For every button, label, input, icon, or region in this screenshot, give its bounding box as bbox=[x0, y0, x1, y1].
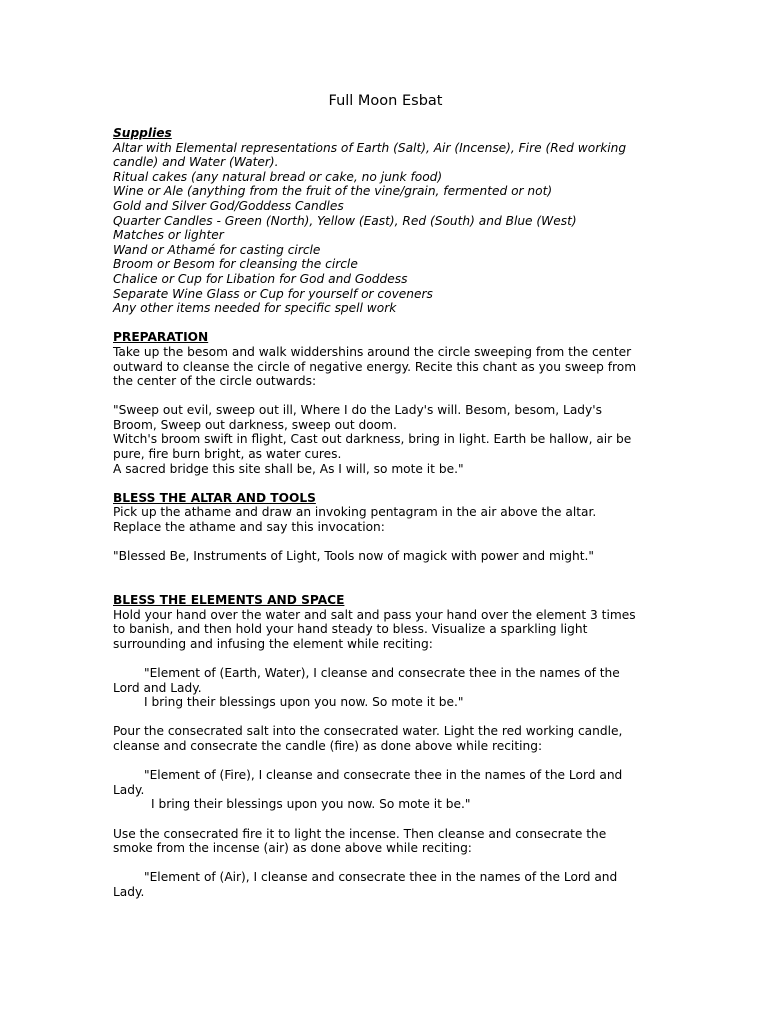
bless-altar-text: Replace the athame and say this invocation: bbox=[113, 520, 385, 535]
supplies-item: Chalice or Cup for Libation for God and Goddess bbox=[113, 271, 408, 286]
supplies-heading: Supplies bbox=[113, 126, 172, 140]
bless-elements-text: surrounding and infusing the element while reciting: bbox=[113, 636, 433, 651]
bless-elements-heading: BLESS THE ELEMENTS AND SPACE bbox=[113, 593, 345, 607]
supplies-item: Quarter Candles - Green (North), Yellow (East), Red (South) and Blue (West) bbox=[113, 213, 577, 228]
supplies-item: Gold and Silver God/Goddess Candles bbox=[113, 198, 344, 213]
document-page bbox=[113, 92, 658, 899]
element-chant-fire: Lady. bbox=[113, 782, 145, 797]
bless-altar-invocation: "Blessed Be, Instruments of Light, Tools now of magick with power and might." bbox=[113, 549, 595, 564]
bless-altar-text: Pick up the athame and draw an invoking pentagram in the air above the altar. bbox=[113, 505, 597, 520]
preparation-text: outward to cleanse the circle of negative energy. Recite this chant as you sweep from bbox=[113, 359, 637, 374]
bless-elements-text: smoke from the incense (air) as done above while reciting: bbox=[113, 841, 472, 856]
preparation-text: the center of the circle outwards: bbox=[113, 374, 317, 389]
supplies-item: Wand or Athamé for casting circle bbox=[113, 242, 321, 257]
supplies-item: Any other items needed for specific spell work bbox=[113, 301, 397, 316]
bless-altar-heading: BLESS THE ALTAR AND TOOLS bbox=[113, 490, 316, 505]
preparation-chant: Witch's broom swift in flight, Cast out darkness, bring in light. Earth be hallow, air be bbox=[113, 432, 632, 447]
element-chant-air: "Element of (Air), I cleanse and consecrate thee in the names of the Lord and bbox=[144, 870, 618, 885]
element-chant-air: Lady. bbox=[113, 884, 145, 899]
element-chant-earth-water: I bring their blessings upon you now. So mote it be." bbox=[144, 695, 464, 710]
element-chant-earth-water: Lord and Lady. bbox=[113, 680, 202, 695]
supplies-item: Altar with Elemental representations of Earth (Salt), Air (Incense), Fire (Red working bbox=[113, 140, 627, 155]
supplies-item: Matches or lighter bbox=[113, 228, 224, 243]
element-chant-fire: "Element of (Fire), I cleanse and consecrate thee in the names of the Lord and bbox=[144, 768, 623, 783]
bless-elements-text: cleanse and consecrate the candle (fire) as done above while reciting: bbox=[113, 738, 543, 753]
supplies-item: Ritual cakes (any natural bread or cake, no junk food) bbox=[113, 169, 443, 184]
element-chant-fire: I bring their blessings upon you now. So mote it be." bbox=[151, 797, 471, 812]
document-title: Full Moon Esbat bbox=[328, 93, 443, 109]
preparation-chant: A sacred bridge this site shall be, As I will, so mote it be." bbox=[113, 461, 464, 476]
supplies-item: Wine or Ale (anything from the fruit of the vine/grain, fermented or not) bbox=[113, 184, 553, 199]
element-chant-earth-water: "Element of (Earth, Water), I cleanse and consecrate thee in the names of the bbox=[144, 665, 620, 680]
bless-elements-text: Use the consecrated fire it to light the incense. Then cleanse and consecrate the bbox=[113, 826, 607, 841]
supplies-item: candle) and Water (Water). bbox=[113, 155, 279, 170]
preparation-heading: PREPARATION bbox=[113, 330, 209, 345]
preparation-chant: pure, fire burn bright, as water cures. bbox=[113, 447, 342, 462]
preparation-chant: "Sweep out evil, sweep out ill, Where I do the Lady's will. Besom, besom, Lady's bbox=[113, 403, 602, 418]
bless-elements-text: Pour the consecrated salt into the consecrated water. Light the red working candle, bbox=[113, 724, 623, 739]
supplies-item: Separate Wine Glass or Cup for yourself or coveners bbox=[113, 286, 433, 301]
supplies-item: Broom or Besom for cleansing the circle bbox=[113, 257, 358, 272]
preparation-text: Take up the besom and walk widdershins around the circle sweeping from the center bbox=[113, 344, 632, 359]
bless-elements-text: Hold your hand over the water and salt and pass your hand over the element 3 times bbox=[113, 607, 636, 622]
bless-elements-text: to banish, and then hold your hand steady to bless. Visualize a sparkling light bbox=[113, 622, 588, 637]
preparation-chant: Broom, Sweep out darkness, sweep out doom. bbox=[113, 417, 397, 432]
